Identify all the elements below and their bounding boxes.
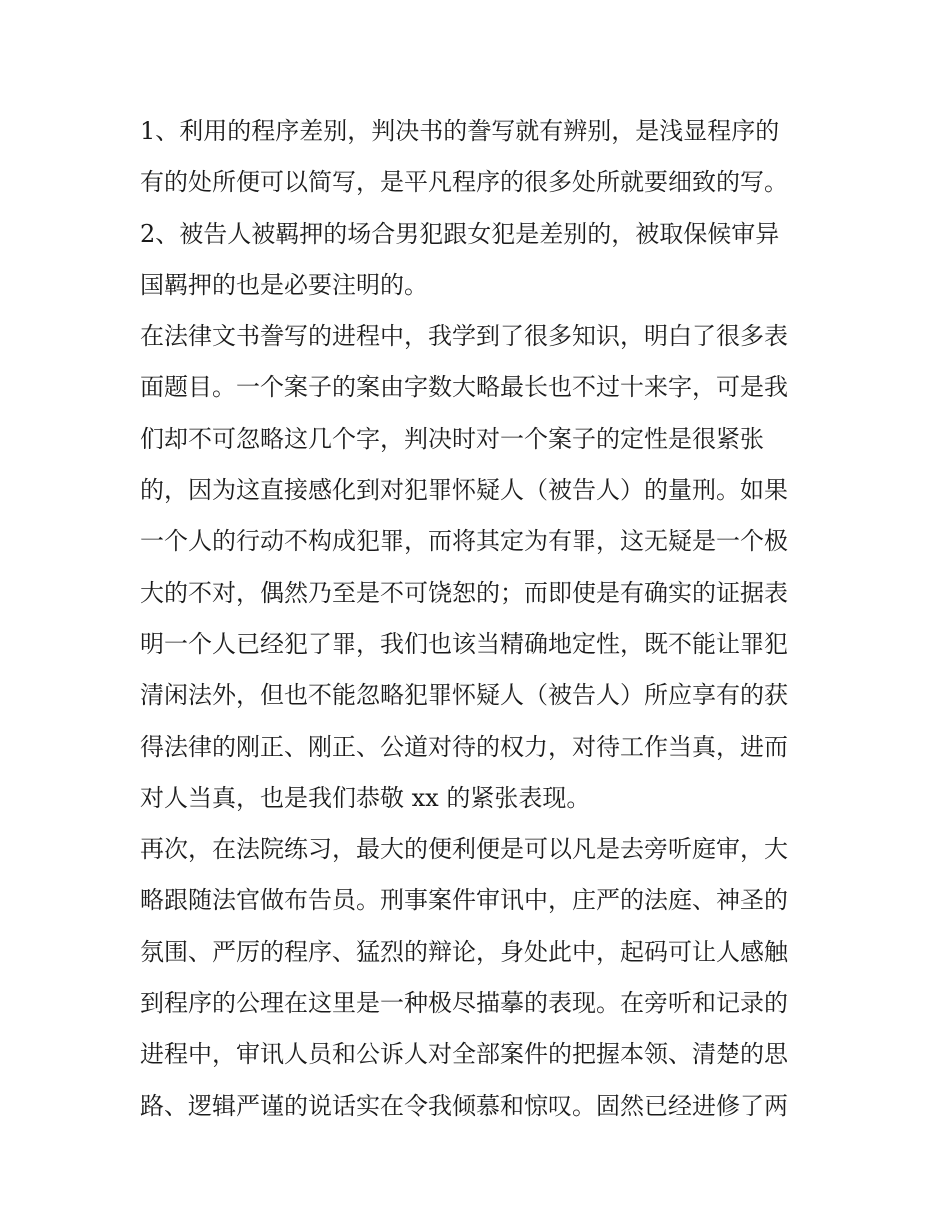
text-line: 氛围、严厉的程序、猛烈的辩论，身处此中，起码可让人感触 [140,937,788,966]
text-line: 1、利用的程序差别，判决书的誊写就有辨别，是浅显程序的 [140,117,780,145]
text-line: 进程中，审讯人员和公诉人对全部案件的把握本领、清楚的思 [140,1040,788,1069]
text-line: 到程序的公理在这里是一种极尽描摹的表现。在旁听和记录的 [140,989,788,1018]
text-line: 2、被告人被羁押的场合男犯跟女犯是差别的，被取保候审异 [140,219,780,248]
text-line: 明一个人已经犯了罪，我们也该当精确地定性，既不能让罪犯 [140,629,788,658]
text-line: 清闲法外，但也不能忽略犯罪怀疑人（被告人）所应享有的获 [140,681,788,710]
text-line: 在法律文书誊写的进程中，我学到了很多知识，明白了很多表 [140,322,788,351]
text-line: 路、逻辑严谨的说话实在令我倾慕和惊叹。固然已经进修了两 [140,1091,788,1120]
text-line: 大的不对，偶然乃至是不可饶恕的；而即使是有确实的证据表 [140,578,788,607]
text-line: 一个人的行动不构成犯罪，而将其定为有罪，这无疑是一个极 [140,527,788,556]
text-line: 面题目。一个案子的案由字数大略最长也不过十来字，可是我 [140,373,788,402]
document-body [140,106,820,1132]
text-line: 们却不可忽略这几个字，判决时对一个案子的定性是很紧张 [140,424,764,453]
text-line: 略跟随法官做布告员。刑事案件审讯中，庄严的法庭、神圣的 [140,886,788,915]
text-line: 得法律的刚正、刚正、公道对待的权力，对待工作当真，进而 [140,732,788,761]
text-line: 有的处所便可以简写，是平凡程序的很多处所就要细致的写。 [140,168,788,197]
text-line: 的，因为这直接感化到对犯罪怀疑人（被告人）的量刑。如果 [140,476,788,505]
text-line: 对人当真，也是我们恭敬 xx 的紧张表现。 [140,783,591,812]
text-line: 国羁押的也是必要注明的。 [140,270,428,299]
text-line: 再次，在法院练习，最大的便利便是可以凡是去旁听庭审，大 [140,835,788,864]
